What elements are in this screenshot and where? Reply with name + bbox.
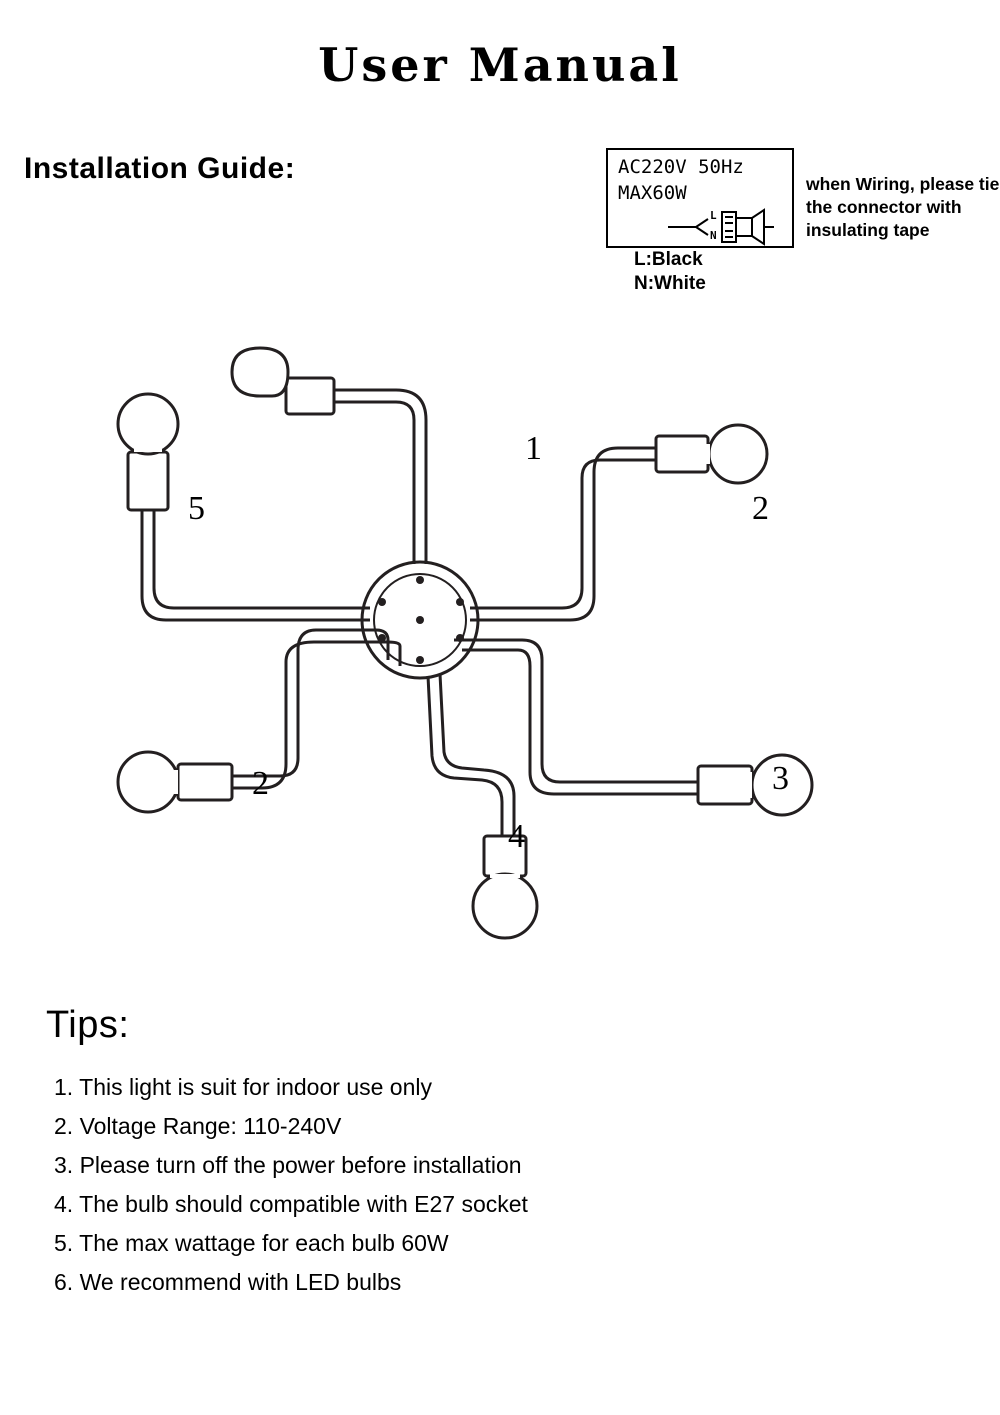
installation-guide-heading: Installation Guide: bbox=[24, 152, 296, 185]
arm-label-1: 1 bbox=[525, 430, 542, 467]
legend-live-wire: L:Black bbox=[634, 249, 703, 270]
tips-list bbox=[54, 1068, 954, 1302]
legend-neutral-wire: N:White bbox=[634, 273, 706, 294]
arm-label-2-right: 2 bbox=[752, 490, 769, 527]
list-item: 5. The max wattage for each bulb 60W bbox=[54, 1230, 449, 1256]
light-fixture-drawing bbox=[70, 340, 940, 960]
tips-heading: Tips: bbox=[46, 1004, 130, 1046]
arm-label-5: 5 bbox=[188, 490, 205, 527]
list-item: 4. The bulb should compatible with E27 socket bbox=[54, 1191, 528, 1217]
list-item: 3. Please turn off the power before installation bbox=[54, 1152, 522, 1178]
voltage-spec-text: AC220V 50Hz bbox=[618, 156, 744, 178]
page-title: User Manual bbox=[318, 38, 682, 92]
wattage-spec-text: MAX60W bbox=[618, 182, 687, 204]
arm-label-2-left: 2 bbox=[252, 765, 269, 802]
installation-diagram bbox=[70, 340, 940, 960]
svg-text:N: N bbox=[710, 229, 717, 242]
specification-box bbox=[606, 148, 794, 248]
plug-wiring-icon bbox=[666, 206, 776, 248]
list-item: 6. We recommend with LED bulbs bbox=[54, 1269, 402, 1295]
arm-label-3: 3 bbox=[772, 760, 789, 797]
wiring-note-text: when Wiring, please tie the connector with insulating tape bbox=[806, 174, 1000, 240]
list-item: 1. This light is suit for indoor use only bbox=[54, 1074, 432, 1100]
svg-text:L: L bbox=[710, 209, 717, 222]
list-item: 2. Voltage Range: 110-240V bbox=[54, 1113, 342, 1139]
arm-label-4: 4 bbox=[508, 818, 525, 855]
